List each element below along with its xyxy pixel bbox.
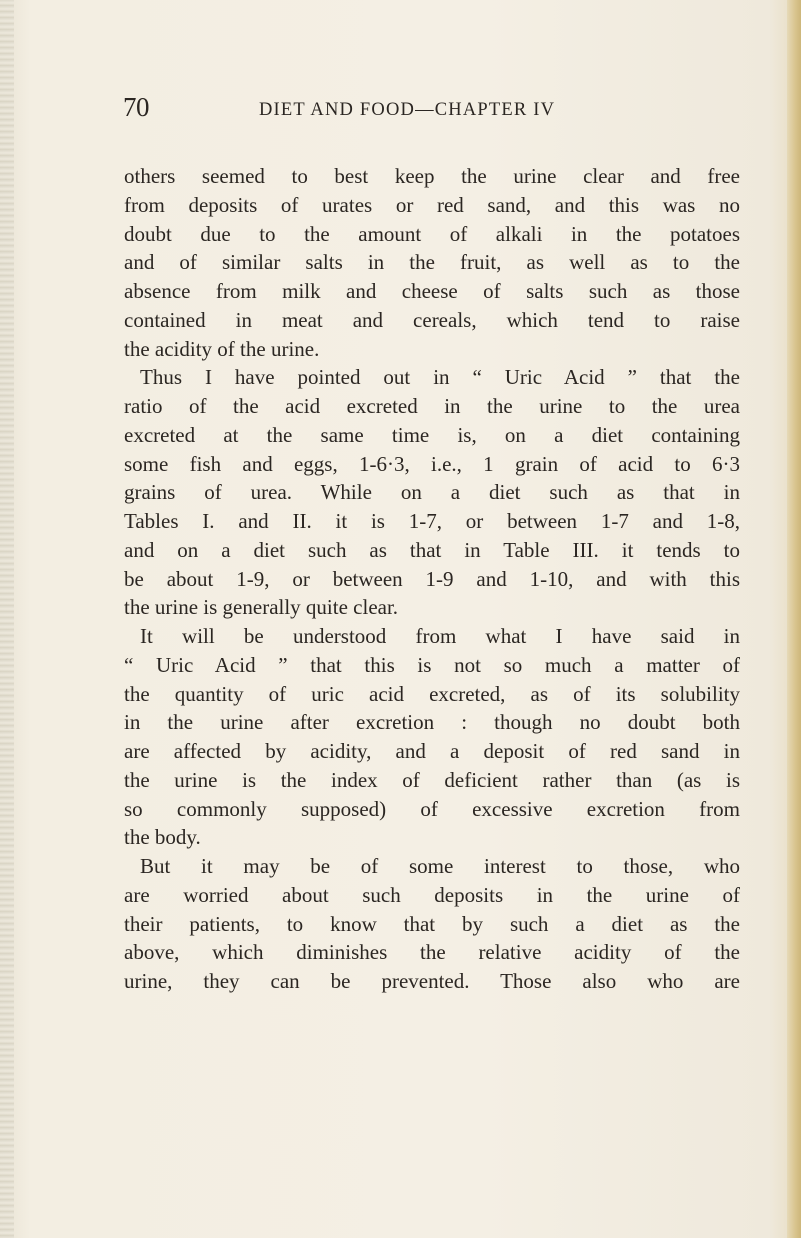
body-text <box>124 162 740 996</box>
text-line: and on a diet such as that in Table III. it tends to <box>124 537 740 562</box>
text-line: ratio of the acid excreted in the urine to the urea <box>124 394 740 418</box>
text-line: absence from milk and cheese of salts such as those <box>124 279 740 303</box>
text-line: Tables I. and II. it is 1-7, or between 1-7 and 1-8, <box>124 509 740 533</box>
text-line: are worried about such deposits in the urine of <box>124 882 740 907</box>
text-line: and of similar salts in the fruit, as well as to the <box>124 250 740 275</box>
text-line: “ Uric Acid ” that this is not so much a matter of <box>124 652 740 677</box>
page-binding-edge <box>0 0 14 1238</box>
text-line: be about 1-9, or between 1-9 and 1-10, and with this <box>124 566 740 591</box>
page-number: 70 <box>123 92 149 122</box>
text-line: the quantity of uric acid excreted, as of its solubility <box>124 681 740 706</box>
text-line: the urine is generally quite clear. <box>124 595 399 620</box>
text-line: the acidity of the urine. <box>124 336 320 361</box>
text-line: the urine is the index of deficient rather than (as is <box>124 767 740 792</box>
text-line: in the urine after excretion : though no doubt both <box>124 710 740 735</box>
text-line: It will be understood from what I have said in <box>140 624 740 648</box>
text-line: from deposits of urates or red sand, and this was no <box>124 192 740 217</box>
text-line: doubt due to the amount of alkali in the potatoes <box>124 221 740 246</box>
page-outer-edge <box>787 0 801 1238</box>
text-line: urine, they can be prevented. Those also who are <box>124 969 740 993</box>
text-line: their patients, to know that by such a diet as the <box>124 911 740 936</box>
text-line: excreted at the same time is, on a diet containing <box>124 422 740 447</box>
text-line: so commonly supposed) of excessive excretion from <box>124 796 740 821</box>
text-line: contained in meat and cereals, which tend to raise <box>124 307 740 332</box>
text-line: Thus I have pointed out in “ Uric Acid ” that the <box>140 365 740 390</box>
text-line: some fish and eggs, 1-6·3, i.e., 1 grain of acid to 6·3 <box>124 451 740 476</box>
text-line: But it may be of some interest to those, who <box>140 854 740 878</box>
page-header <box>123 92 743 128</box>
text-line: are affected by acidity, and a deposit of red sand in <box>124 739 740 763</box>
running-head: DIET AND FOOD—CHAPTER IV <box>259 100 556 120</box>
text-line: the body. <box>124 825 201 850</box>
text-line: grains of urea. While on a diet such as that in <box>124 480 740 505</box>
text-line: others seemed to best keep the urine clear and free <box>124 164 740 188</box>
text-line: above, which diminishes the relative acidity of the <box>124 940 740 965</box>
